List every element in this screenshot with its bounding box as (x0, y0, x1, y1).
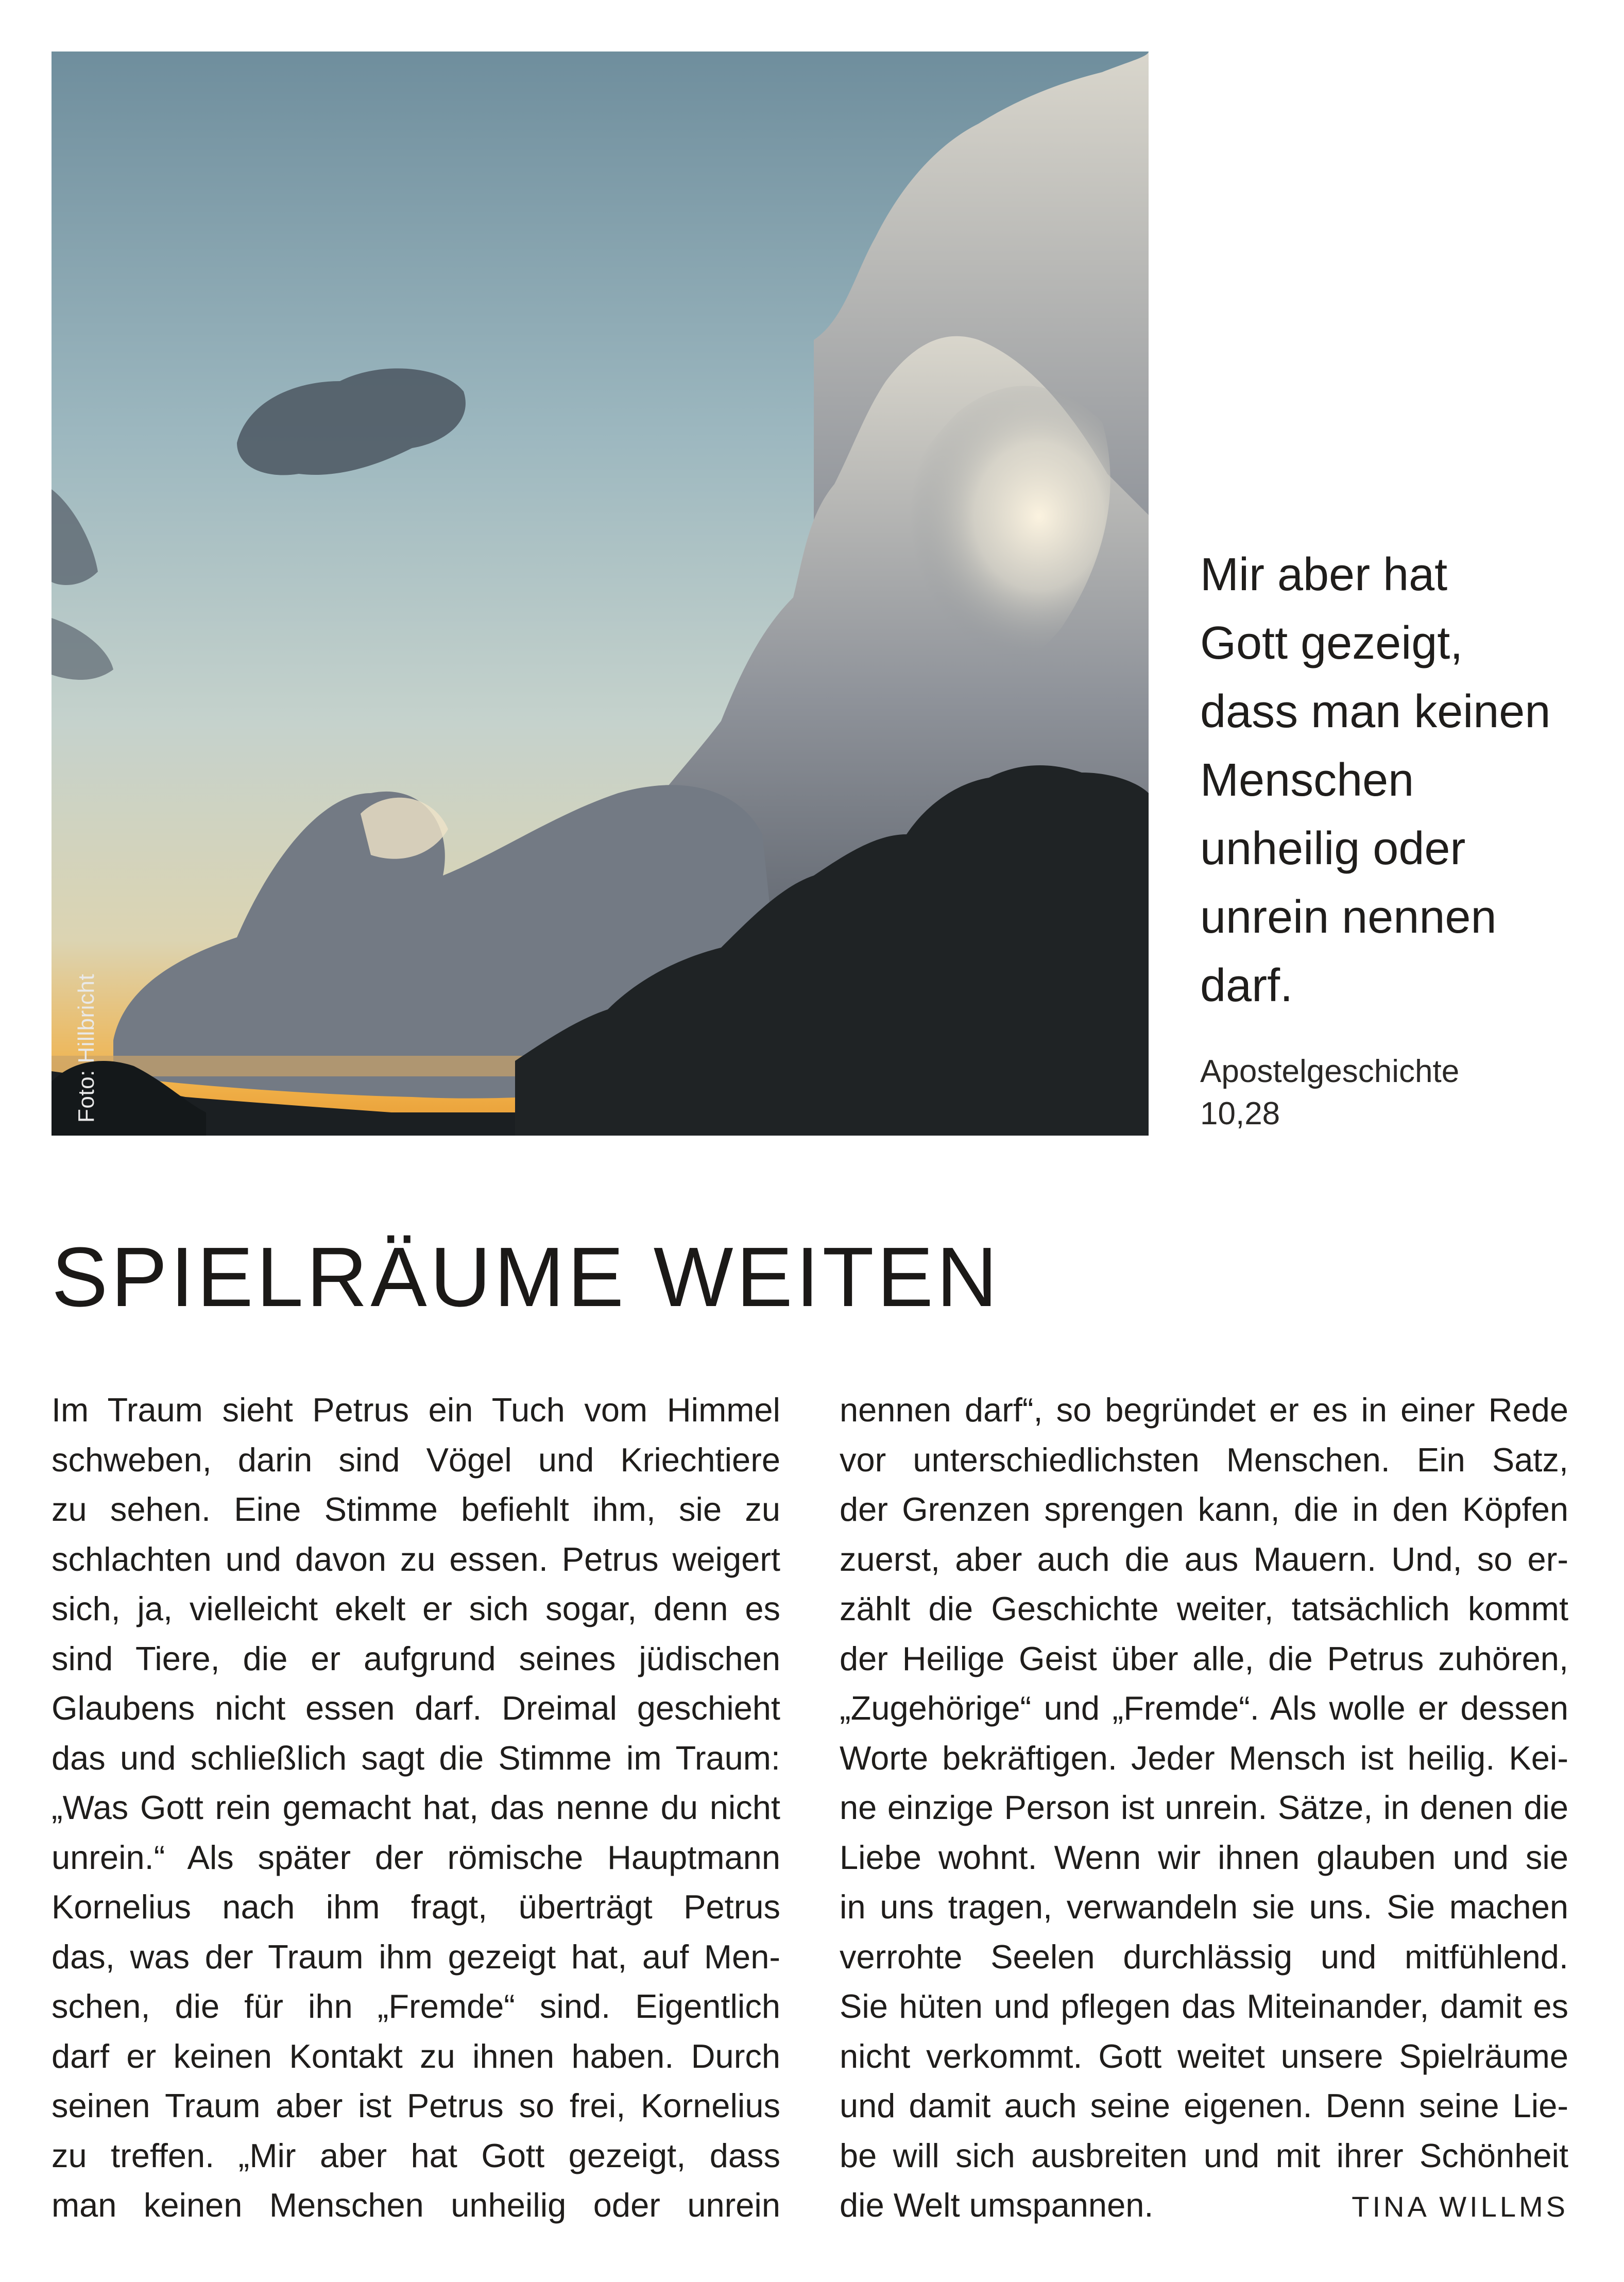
body-line: die Welt umspannen. (840, 2186, 1154, 2224)
body-line: „Zugehörige“ und „Fremde“. Als wolle er dessen (840, 1689, 1568, 1727)
cloud-photo (52, 52, 1149, 1136)
body-line: Liebe wohnt. Wenn wir ihnen glauben und sie (840, 1838, 1568, 1876)
body-line: verrohte Seelen durchlässig und mitfühlend. (840, 1937, 1568, 1976)
body-line: nennen darf“, so begründet er es in einer Rede (840, 1391, 1568, 1429)
body-line: nicht verkommt. Gott weitet unsere Spielräume (840, 2037, 1568, 2075)
body-line: „Was Gott rein gemacht hat, das nenne du nicht (52, 1789, 780, 1826)
body-line: sich, ja, vielleicht ekelt er sich sogar, denn es (52, 1590, 780, 1627)
body-line: darf er keinen Kontakt zu ihnen haben. Durch (52, 2037, 780, 2075)
body-line: Kornelius nach ihm fragt, überträgt Petrus (52, 1888, 780, 1926)
body-line: unrein.“ Als später der römische Hauptmann (52, 1838, 780, 1876)
body-line: vor unterschiedlichsten Menschen. Ein Satz, (840, 1440, 1568, 1479)
body-line: zuerst, aber auch die aus Mauern. Und, so er- (840, 1540, 1568, 1578)
body-line: Sie hüten und pflegen das Miteinander, damit es (840, 1987, 1568, 2025)
body-column-left (52, 1385, 780, 2230)
body-line: in uns tragen, verwandeln sie uns. Sie machen (840, 1888, 1568, 1926)
body-line: seinen Traum aber ist Petrus so frei, Kornelius (52, 2087, 780, 2124)
body-line: der Heilige Geist über alle, die Petrus zuhören, (840, 1639, 1568, 1677)
body-line: zu treffen. „Mir aber hat Gott gezeigt, dass (52, 2136, 780, 2174)
photo-credit: Foto: Hillbricht (74, 973, 99, 1123)
signature-row (840, 2181, 1568, 2230)
body-line: ne einzige Person ist unrein. Sätze, in denen die (840, 1789, 1568, 1826)
page-title: SPIELRÄUME WEITEN (52, 1230, 1001, 1324)
body-line: zu sehen. Eine Stimme befiehlt ihm, sie zu (52, 1490, 780, 1528)
body-line: der Grenzen sprengen kann, die in den Köpfen (840, 1490, 1568, 1528)
body-line: schen, die für ihn „Fremde“ sind. Eigentlich (52, 1987, 780, 2025)
body-line: das und schließlich sagt die Stimme im Traum: (52, 1739, 780, 1777)
body-line: man keinen Menschen unheilig oder unrein (52, 2186, 780, 2224)
body-line: schweben, darin sind Vögel und Kriechtiere (52, 1440, 780, 1479)
body-line: das, was der Traum ihm gezeigt hat, auf Men- (52, 1937, 780, 1976)
body-line: schlachten und davon zu essen. Petrus weigert (52, 1540, 780, 1578)
body-line: Im Traum sieht Petrus ein Tuch vom Himmel (52, 1391, 780, 1429)
body-line: sind Tiere, die er aufgrund seines jüdischen (52, 1639, 780, 1677)
quote-source: Apostelgeschichte 10,28 (1200, 1054, 1460, 1131)
body-line: be will sich ausbreiten und mit ihrer Schönheit (840, 2136, 1568, 2174)
author-name: TINA WILLMS (1352, 2190, 1568, 2223)
body-column-right (840, 1385, 1568, 2230)
bible-quote: Mir aber hat Gott gezeigt, dass man keinen Menschen unheilig oder unrein nennen darf. (1200, 549, 1551, 1011)
cloud-sunset-photo-icon (52, 52, 1149, 1136)
body-line: Worte bekräftigen. Jeder Mensch ist heilig. Kei- (840, 1739, 1568, 1777)
body-line: zählt die Geschichte weiter, tatsächlich kommt (840, 1590, 1568, 1627)
body-line: Glaubens nicht essen darf. Dreimal geschieht (52, 1689, 780, 1727)
body-line: und damit auch seine eigenen. Denn seine Lie- (840, 2087, 1568, 2124)
